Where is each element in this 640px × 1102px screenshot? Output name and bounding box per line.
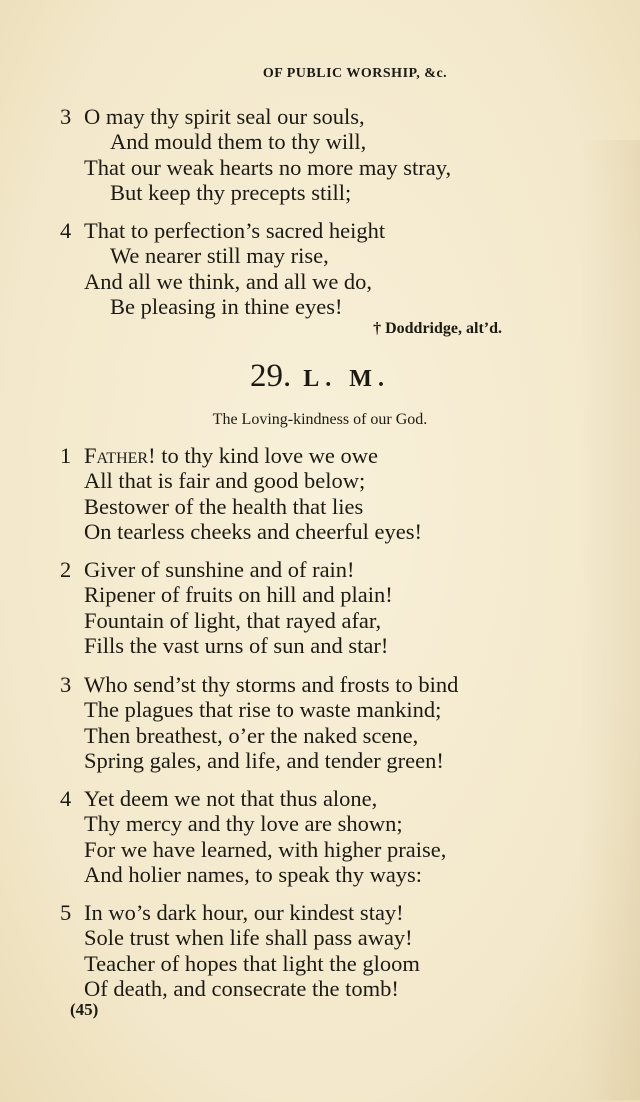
verse-3 xyxy=(60,672,458,774)
verse-line: Then breathest, o’er the naked scene, xyxy=(84,722,419,748)
verse-number: 3 xyxy=(60,104,72,129)
verse-5 xyxy=(60,900,420,1002)
verse-line: Bestower of the health that lies xyxy=(84,493,364,519)
verse-line: For we have learned, with higher praise, xyxy=(84,836,447,862)
verse-number: 4 xyxy=(60,786,72,811)
verse-line: We nearer still may rise, xyxy=(110,243,329,269)
verse-line: Teacher of hopes that light the gloom xyxy=(84,950,420,976)
verse-number: 5 xyxy=(60,900,72,925)
running-header xyxy=(0,66,640,82)
verse-line: Ripener of fruits on hill and plain! xyxy=(84,582,393,608)
verse-2 xyxy=(60,557,393,659)
author-attribution: † Doddridge, alt’d. xyxy=(373,320,502,337)
hymn-meter: L. M. xyxy=(303,366,390,392)
verse-line: And mould them to thy will, xyxy=(110,129,367,155)
verse-number: 1 xyxy=(60,443,72,468)
verse-line: Sole trust when life shall pass away! xyxy=(84,925,413,951)
verse-number: 2 xyxy=(60,557,72,582)
verse-line: But keep thy precepts still; xyxy=(110,180,352,206)
verse-line: And holier names, to speak thy ways: xyxy=(84,862,423,888)
hymn-heading xyxy=(0,358,640,395)
verse-line: 3 O may thy spirit seal our souls, xyxy=(60,104,365,129)
verse-line: Of death, and consecrate the tomb! xyxy=(84,976,399,1002)
verse-top-4 xyxy=(60,218,385,320)
verse-number: 4 xyxy=(60,218,72,243)
verse-line: Be pleasing in thine eyes! xyxy=(110,294,343,320)
verse-line: On tearless cheeks and cheerful eyes! xyxy=(84,519,422,545)
hymn-number: 29. xyxy=(250,358,292,394)
verse-line: 2 Giver of sunshine and of rain! xyxy=(60,557,355,582)
running-title: OF PUBLIC WORSHIP, &c. xyxy=(262,66,448,81)
verse-line: 3 Who send’st thy storms and frosts to bind xyxy=(60,672,459,697)
verse-line: Thy mercy and thy love are shown; xyxy=(84,811,403,837)
verse-line: Fountain of light, that rayed afar, xyxy=(84,607,382,633)
verse-line: And all we think, and all we do, xyxy=(84,268,373,294)
verse-line: 1 Father! to thy kind love we owe xyxy=(60,443,379,468)
hymn-subtitle: The Loving-kindness of our God. xyxy=(212,411,428,428)
verse-4 xyxy=(60,786,446,888)
verse-number: 3 xyxy=(60,672,72,697)
verse-1 xyxy=(60,443,422,545)
verse-line: 4 That to perfection’s sacred height xyxy=(60,218,386,243)
page-edge-stain xyxy=(580,140,640,1100)
verse-line: 5 In wo’s dark hour, our kindest stay! xyxy=(60,900,404,925)
page-number: (45) xyxy=(70,1000,99,1019)
verse-line: All that is fair and good below; xyxy=(84,468,366,494)
verse-line: Fills the vast urns of sun and star! xyxy=(84,633,389,659)
verse-line: The plagues that rise to waste mankind; xyxy=(84,697,442,723)
first-word: Father xyxy=(84,443,149,468)
verse-line: Spring gales, and life, and tender green! xyxy=(84,748,444,774)
verse-line: That our weak hearts no more may stray, xyxy=(84,154,452,180)
verse-line: 4 Yet deem we not that thus alone, xyxy=(60,786,378,811)
verse-top-3 xyxy=(60,104,451,206)
